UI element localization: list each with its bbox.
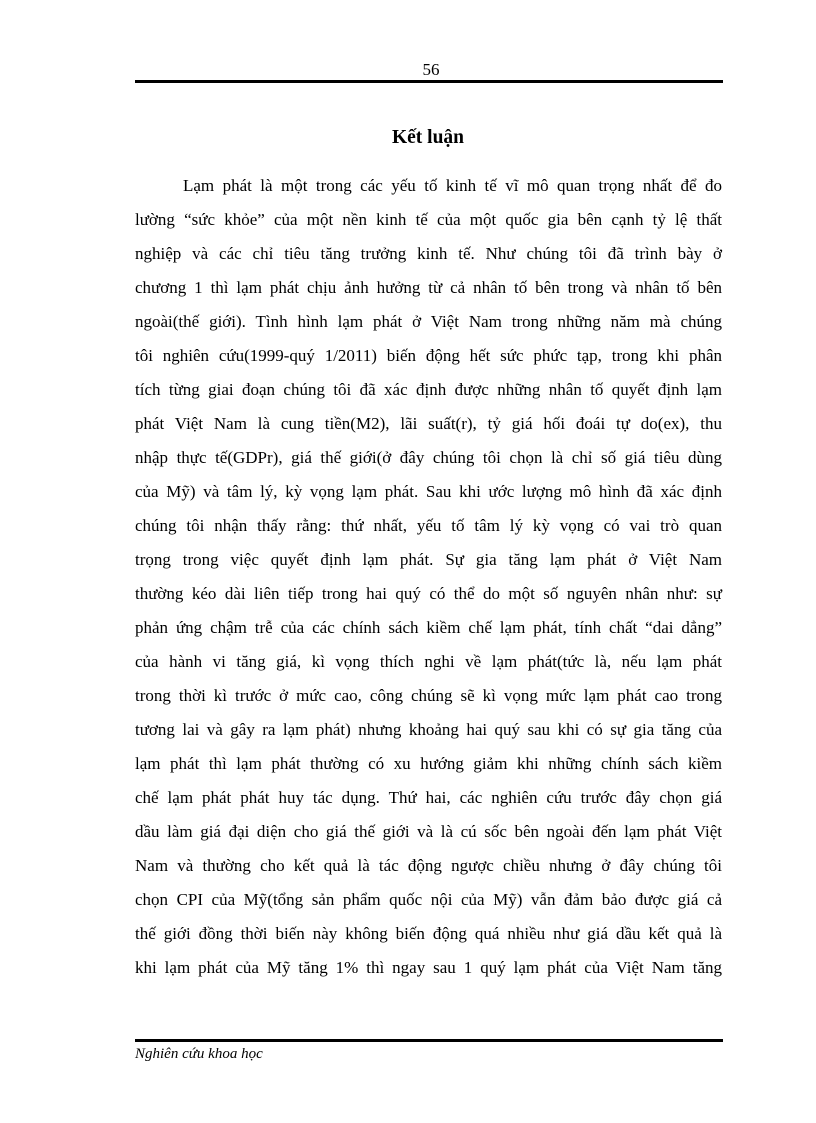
body-line: thế giới đồng thời biến này không biến động quá nhiều như giá dầu kết quả là [135, 924, 722, 943]
body-line: thường kéo dài liên tiếp trong hai quý có thể do một số nguyên nhân như: sự [135, 584, 722, 603]
body-line: Lạm phát là một trong các yếu tố kinh tế vĩ mô quan trọng nhất để đo [183, 176, 722, 195]
header-rule [135, 80, 723, 83]
body-line: tương lai và gây ra lạm phát) nhưng khoảng hai quý sau khi có sự gia tăng của [135, 720, 722, 739]
body-line: lạm phát thì lạm phát thường có xu hướng giảm khi những chính sách kiềm [135, 754, 722, 773]
body-line: chế lạm phát phát huy tác dụng. Thứ hai, các nghiên cứu trước đây chọn giá [135, 788, 722, 807]
page-number: 56 [422, 60, 440, 79]
body-line: chọn CPI của Mỹ(tổng sản phẩm quốc nội của Mỹ) vẫn đảm bảo được giá cả [135, 890, 722, 909]
page-title: Kết luận [391, 127, 465, 148]
body-line: của Mỹ) và tâm lý, kỳ vọng lạm phát. Sau khi ước lượng mô hình đã xác định [135, 482, 722, 501]
body-line: trọng trong việc quyết định lạm phát. Sự gia tăng lạm phát ở Việt Nam [135, 550, 722, 569]
body-line: nhập thực tế(GDPr), giá thế giới(ở đây chúng tôi chọn là chỉ số giá tiêu dùng [135, 448, 722, 467]
body-line: phản ứng chậm trễ của các chính sách kiềm chế lạm phát, tính chất “dai dẳng” [135, 618, 722, 637]
body-line: chương 1 thì lạm phát chịu ảnh hưởng từ cả nhân tố bên trong và nhân tố bên [135, 278, 722, 297]
body-line: tôi nghiên cứu(1999-quý 1/2011) biến động hết sức phức tạp, trong khi phân [135, 346, 722, 365]
body-line: tích từng giai đoạn chúng tôi đã xác định được những nhân tố quyết định lạm [135, 380, 722, 399]
body-line: Nam và thường cho kết quả là tác động ngược chiều nhưng ở đây chúng tôi [135, 856, 722, 875]
body-line: chúng tôi nhận thấy rằng: thứ nhất, yếu tố tâm lý kỳ vọng có vai trò quan [135, 516, 722, 535]
body-line: của hành vi tăng giá, kì vọng thích nghi về lạm phát(tức là, nếu lạm phát [135, 652, 722, 671]
body-line: nghiệp và các chỉ tiêu tăng trưởng kinh tế. Như chúng tôi đã trình bày ở [135, 244, 722, 263]
footer-text: Nghiên cứu khoa học [135, 1046, 263, 1062]
body-line: dầu làm giá đại diện cho giá thế giới và là cú sốc bên ngoài đến lạm phát Việt [135, 822, 722, 841]
body-line: khi lạm phát của Mỹ tăng 1% thì ngay sau 1 quý lạm phát của Việt Nam tăng [135, 958, 722, 977]
body-line: ngoài(thế giới). Tình hình lạm phát ở Việt Nam trong những năm mà chúng [135, 312, 722, 331]
footer-rule [135, 1039, 723, 1042]
body-line: lường “sức khỏe” của một nền kinh tế của một quốc gia bên cạnh tỷ lệ thất [135, 210, 722, 229]
body-line: phát Việt Nam là cung tiền(M2), lãi suất(r), tỷ giá hối đoái tự do(ex), thu [135, 414, 722, 433]
body-line: trong thời kì trước ở mức cao, công chúng sẽ kì vọng mức lạm phát cao trong [135, 686, 722, 705]
